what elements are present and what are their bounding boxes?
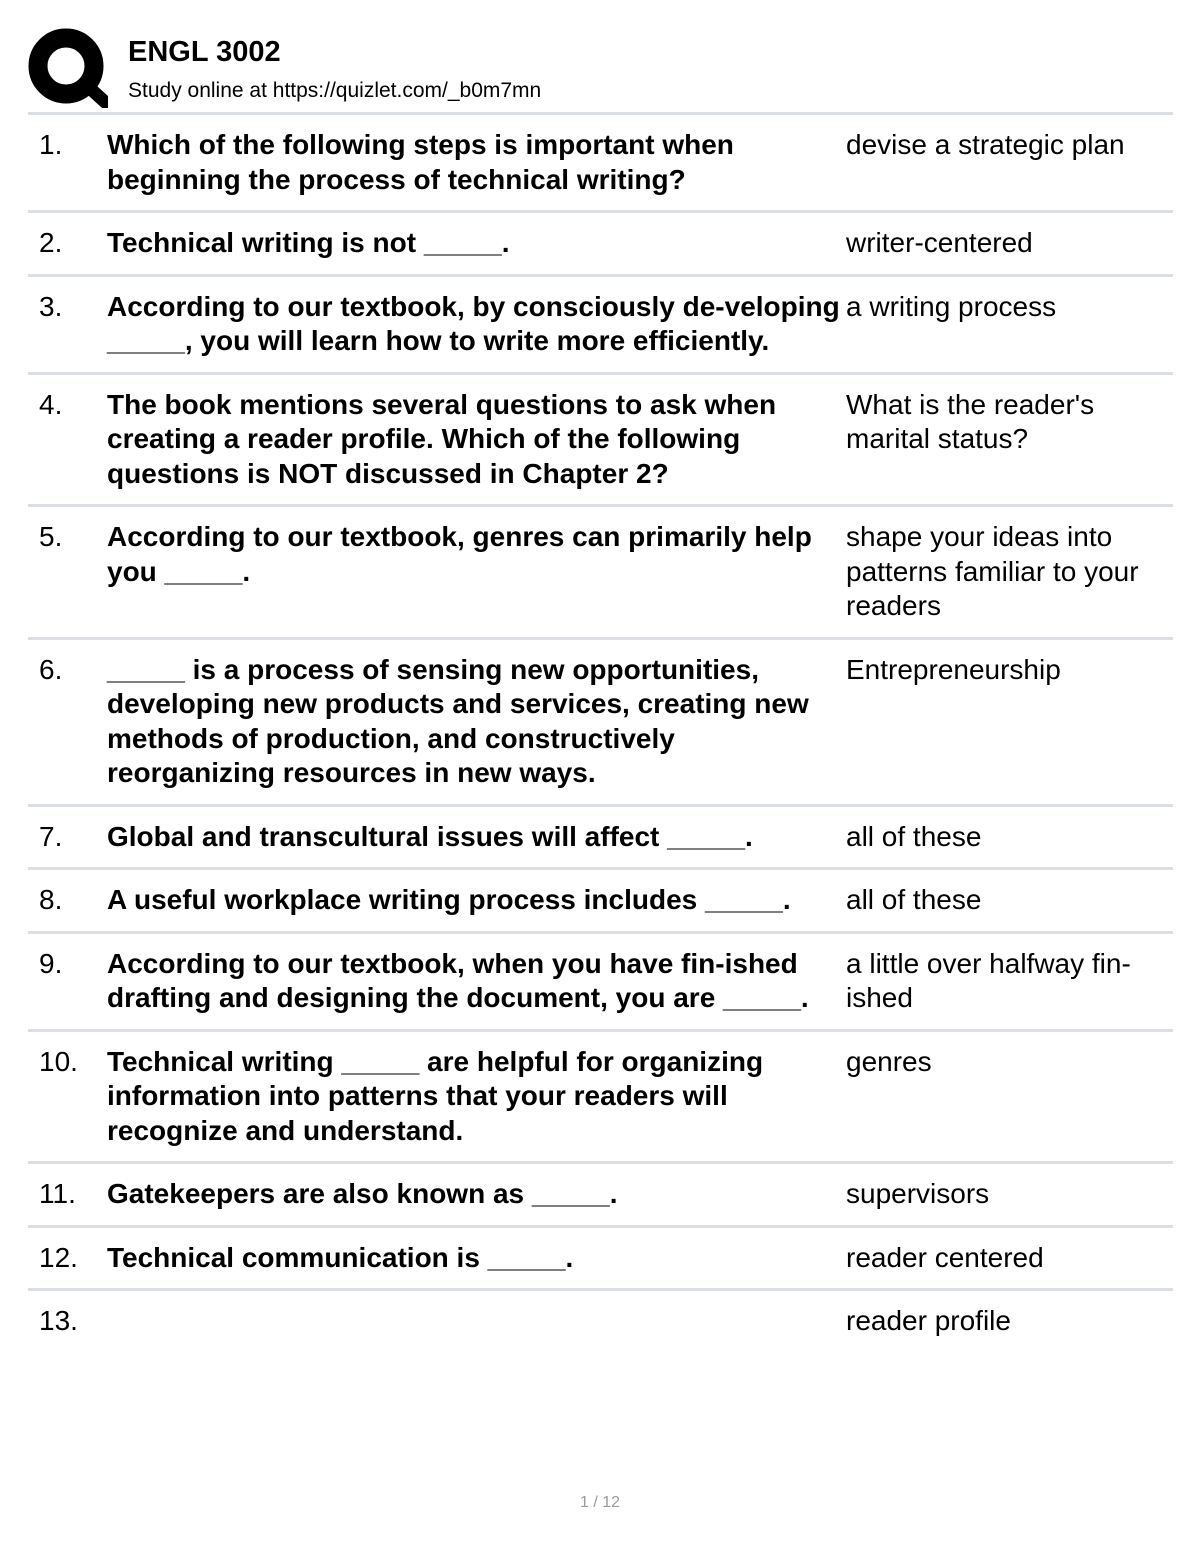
item-term: Technical communication is _____. [107, 1241, 574, 1273]
quizlet-q-logo-icon [28, 28, 108, 108]
item-definition: reader profile [846, 1305, 1011, 1336]
flashcard-row [28, 1161, 1173, 1225]
item-number: 2. [39, 227, 63, 258]
item-term: Global and transcultural issues will affect _____. [107, 820, 753, 852]
item-number: 3. [39, 290, 63, 322]
item-number: 4. [39, 388, 63, 420]
header [28, 28, 1173, 108]
flashcard-row [28, 372, 1173, 505]
item-number: 5. [39, 521, 63, 552]
item-definition: writer-centered [846, 227, 1033, 258]
item-definition: all of these [846, 820, 982, 852]
item-definition: reader centered [846, 1241, 1044, 1273]
item-number: 9. [39, 947, 63, 979]
item-number: 7. [39, 820, 63, 852]
flashcard-row [28, 637, 1173, 804]
item-number: 6. [39, 653, 63, 685]
flashcard-row [28, 1029, 1173, 1162]
flashcard-row [28, 1288, 1173, 1352]
item-term: Gatekeepers are also known as _____. [107, 1178, 618, 1209]
flashcard-row [28, 867, 1173, 931]
flashcard-row [28, 1225, 1173, 1289]
item-number: 12. [39, 1241, 78, 1273]
item-definition: supervisors [846, 1178, 990, 1209]
item-term: Technical writing _____ are helpful for organizing information into patterns that your readers will recognize and understand. [107, 1045, 764, 1146]
item-definition: a writing process [846, 290, 1057, 322]
page-number: 1 / 12 [579, 1494, 621, 1511]
item-number: 13. [39, 1305, 78, 1336]
flashcard-row [28, 210, 1173, 274]
item-term: The book mentions several questions to ask when creating a reader profile. Which of the following questions is NOT discussed in Chapter 2? [107, 388, 777, 489]
item-definition: What is the reader's marital status? [846, 388, 1095, 454]
flashcard-list [28, 112, 1173, 1352]
item-definition: Entrepreneurship [846, 653, 1061, 685]
item-number: 1. [39, 129, 63, 160]
item-definition: genres [846, 1045, 932, 1077]
item-term: According to our textbook, genres can primarily help you _____. [107, 521, 812, 587]
item-term: Which of the following steps is important when beginning the process of technical writing? [107, 129, 734, 195]
item-term: _____ is a process of sensing new opportunities, developing new products and services, creating new methods of production, and constructively reorganizing resources in new ways. [107, 653, 809, 788]
item-term: A useful workplace writing process includes _____. [107, 884, 791, 915]
item-definition: a little over halfway fin-ished [846, 947, 1131, 1013]
item-definition: all of these [846, 884, 982, 915]
item-term: According to our textbook, by consciously de-veloping _____, you will learn how to write more efficiently. [107, 290, 840, 356]
flashcard-row [28, 804, 1173, 868]
study-link: Study online at https://quizlet.com/_b0m7mn [128, 79, 542, 102]
flashcard-row [28, 112, 1173, 210]
item-number: 8. [39, 884, 63, 915]
item-term: Technical writing is not _____. [107, 227, 510, 258]
item-term: According to our textbook, when you have fin-ished drafting and designing the document, you are _____. [107, 947, 809, 1013]
page-title: ENGL 3002 [128, 36, 281, 68]
item-definition: shape your ideas into patterns familiar to your readers [846, 521, 1139, 621]
item-number: 10. [39, 1045, 78, 1077]
flashcard-row [28, 931, 1173, 1029]
flashcard-row [28, 274, 1173, 372]
item-definition: devise a strategic plan [846, 129, 1125, 160]
item-number: 11. [39, 1178, 76, 1209]
flashcard-row [28, 504, 1173, 637]
